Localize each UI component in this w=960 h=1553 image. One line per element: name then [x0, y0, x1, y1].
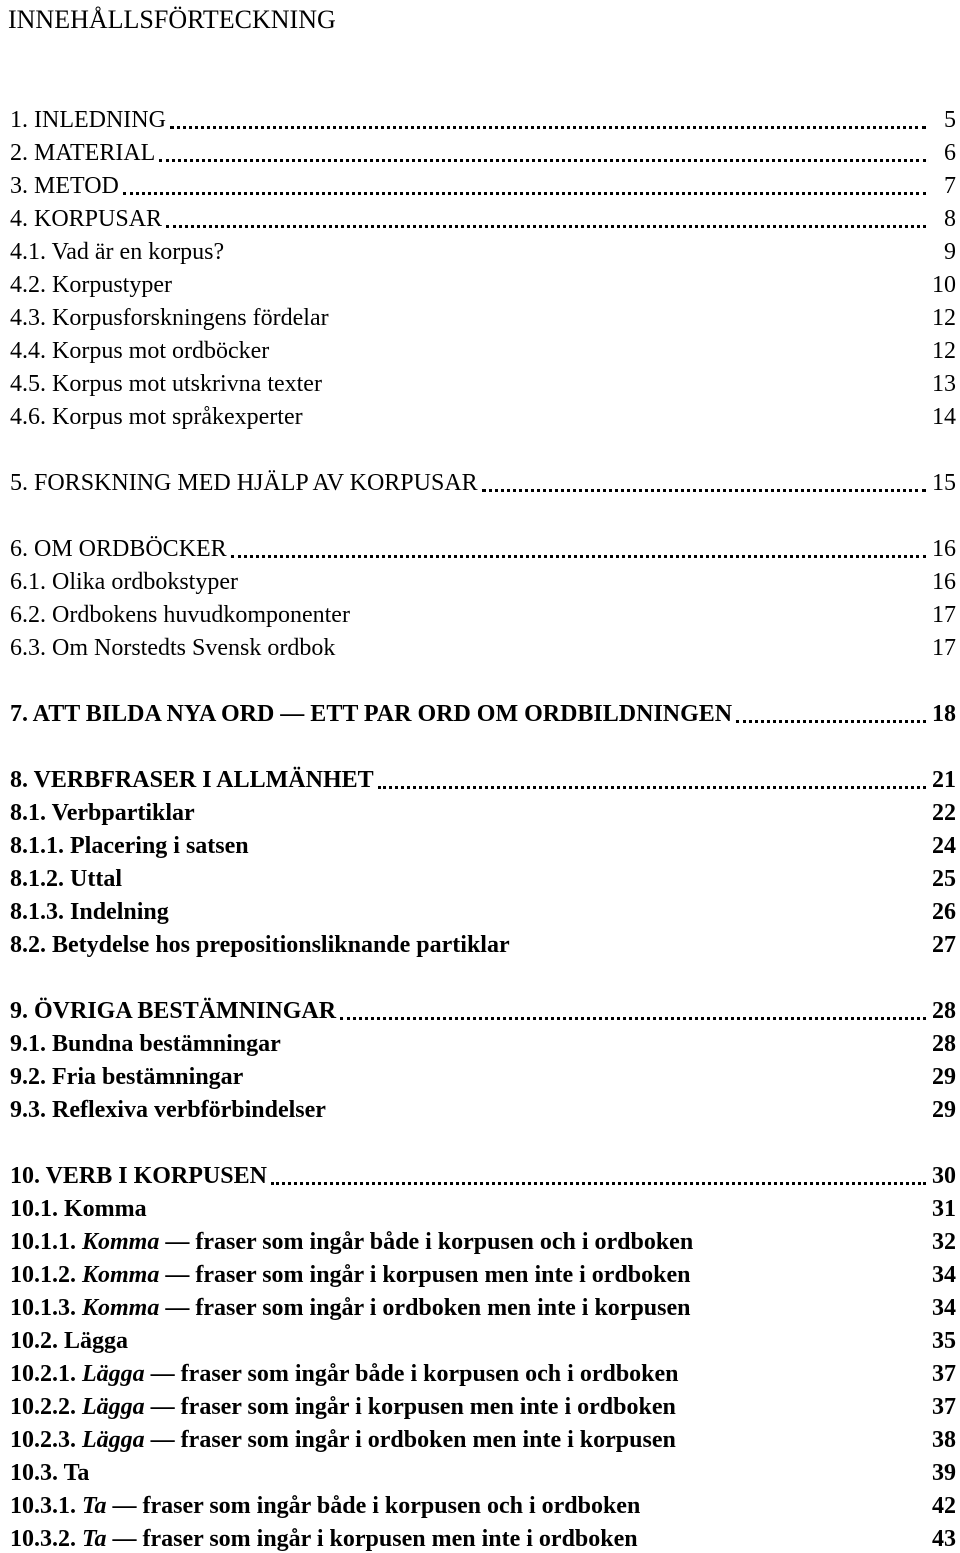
toc-entry	[10, 1025, 956, 1058]
toc-leader	[166, 225, 926, 228]
toc-entry-label: Indelning	[64, 899, 169, 925]
toc-page-number: 37	[932, 1361, 956, 1387]
toc-entry-label: — fraser som ingår i ordboken men inte i korpusen	[159, 1295, 691, 1321]
toc-entry	[10, 1322, 956, 1355]
toc-entry-number: 10.2.1.	[10, 1361, 76, 1387]
toc-leader	[378, 786, 926, 789]
toc-entry-label: Uttal	[64, 866, 122, 892]
toc-entry-number: 6.	[10, 536, 28, 562]
toc-page-number: 5	[944, 107, 956, 133]
toc-entry	[10, 1454, 956, 1487]
toc-entry	[10, 1190, 956, 1223]
toc-entry-title	[10, 997, 336, 1025]
toc-entry-number: 4.2.	[10, 272, 46, 298]
toc-entry-label: Placering i satsen	[64, 833, 249, 859]
toc-page-number: 27	[932, 932, 956, 958]
toc-entry-title	[10, 766, 374, 794]
toc-entry	[10, 629, 956, 662]
toc-entry	[10, 299, 956, 332]
toc-entry-label: KORPUSAR	[28, 206, 163, 232]
toc-entry	[10, 1091, 956, 1124]
toc-entry-title	[10, 700, 732, 728]
toc-entry-number: 3.	[10, 173, 28, 199]
toc-entry-title	[10, 1195, 147, 1223]
toc-page-number: 7	[944, 173, 956, 199]
toc-entry	[10, 563, 956, 596]
toc-leader	[170, 126, 926, 129]
toc-entry-title	[10, 1393, 676, 1421]
toc-entry	[10, 398, 956, 431]
toc-entry-verb: Lägga	[82, 1427, 145, 1453]
toc-entry-verb: Komma	[82, 1295, 160, 1321]
toc-entry-title	[10, 1030, 281, 1058]
toc-page-number: 17	[932, 602, 956, 628]
toc-entry-number: 6.3.	[10, 635, 46, 661]
toc-page-number: 12	[932, 305, 956, 331]
toc-leader	[736, 720, 926, 723]
toc-leader	[271, 1182, 926, 1185]
toc-entry	[10, 1289, 956, 1322]
toc-page-number: 12	[932, 338, 956, 364]
toc-entry-title	[10, 469, 478, 497]
toc-entry	[10, 1157, 956, 1190]
toc-entry-verb: Ta	[82, 1526, 107, 1552]
toc-entry-label: Korpus mot utskrivna texter	[46, 371, 322, 397]
toc-entry-title	[10, 799, 195, 827]
toc-page-number: 38	[932, 1427, 956, 1453]
toc-entry-number: 6.1.	[10, 569, 46, 595]
toc-entry-number: 2.	[10, 140, 28, 166]
toc-entry-label: — fraser som ingår både i korpusen och i ordboken	[144, 1361, 679, 1387]
toc-page-number: 24	[932, 833, 956, 859]
toc-page-number: 10	[932, 272, 956, 298]
toc-page-number: 22	[932, 800, 956, 826]
toc-entry-title	[10, 931, 510, 959]
toc-entry-number: 10.1.2.	[10, 1262, 76, 1288]
toc-entry-title	[10, 1063, 243, 1091]
toc-entry-label: Om Norstedts Svensk ordbok	[46, 635, 336, 661]
toc-entry-number: 8.1.	[10, 800, 46, 826]
toc-entry-verb: Lägga	[82, 1394, 145, 1420]
toc-entry-title	[10, 370, 322, 398]
toc-entry-number: 8.	[10, 767, 28, 793]
toc-entry-verb: Lägga	[82, 1361, 145, 1387]
toc-entry-title	[10, 106, 166, 134]
toc-entry	[10, 167, 956, 200]
toc-entry-label: VERBFRASER I ALLMÄNHET	[28, 767, 374, 793]
toc-entry-label: Korpus mot språkexperter	[46, 404, 303, 430]
toc-entry-title	[10, 1096, 326, 1124]
toc-entry-label: FORSKNING MED HJÄLP AV KORPUSAR	[28, 470, 478, 496]
toc-entry-title	[10, 337, 269, 365]
toc-page-number: 21	[932, 767, 956, 793]
toc-entry-title	[10, 865, 122, 893]
toc-entry-number: 8.1.1.	[10, 833, 64, 859]
toc-entry-title	[10, 172, 119, 200]
toc-entry-label: — fraser som ingår i korpusen men inte i ordboken	[159, 1262, 691, 1288]
toc-entry-label: Lägga	[58, 1328, 129, 1354]
toc-entry-title	[10, 403, 303, 431]
toc-leader	[482, 489, 926, 492]
toc-entry-title	[10, 1459, 89, 1487]
toc-entry-title	[10, 1261, 690, 1289]
toc-entry	[10, 101, 956, 134]
toc-entry-number: 10.1.	[10, 1196, 58, 1222]
toc-entry	[10, 1520, 956, 1553]
toc-page-number: 15	[932, 470, 956, 496]
toc-entry-title	[10, 568, 238, 596]
toc-entry-label: — fraser som ingår i korpusen men inte i ordboken	[106, 1526, 638, 1552]
toc-page-number: 43	[932, 1526, 956, 1552]
toc-entry	[10, 1388, 956, 1421]
toc-entry-title	[10, 304, 329, 332]
toc-page-number: 16	[932, 569, 956, 595]
toc-entry-label: Reflexiva verbförbindelser	[46, 1097, 326, 1123]
toc-entry-title	[10, 139, 155, 167]
toc-page-number: 14	[932, 404, 956, 430]
toc-entry-title	[10, 535, 227, 563]
toc-entry-title	[10, 1228, 693, 1256]
toc-entry-title	[10, 238, 224, 266]
toc-page-number: 8	[944, 206, 956, 232]
toc-entry	[10, 761, 956, 794]
toc-entry	[10, 794, 956, 827]
toc-entry-label: Korpustyper	[46, 272, 172, 298]
toc-entry-number: 4.3.	[10, 305, 46, 331]
toc-page-number: 34	[932, 1262, 956, 1288]
toc-entry-title	[10, 1360, 679, 1388]
toc-entry-number: 6.2.	[10, 602, 46, 628]
toc-entry-label: Verbpartiklar	[46, 800, 195, 826]
toc-entry	[10, 332, 956, 365]
toc-page-number: 16	[932, 536, 956, 562]
toc-entry-number: 4.1.	[10, 239, 46, 265]
toc-entry-label: METOD	[28, 173, 119, 199]
toc-page-number: 30	[932, 1163, 956, 1189]
toc-entry-label: OM ORDBÖCKER	[28, 536, 227, 562]
toc-page-number: 26	[932, 899, 956, 925]
toc-entry-label: ÖVRIGA BESTÄMNINGAR	[28, 998, 337, 1024]
toc-page-number: 13	[932, 371, 956, 397]
toc-entry	[10, 233, 956, 266]
toc-page-number: 39	[932, 1460, 956, 1486]
toc-page-number: 17	[932, 635, 956, 661]
toc-entry-number: 8.1.2.	[10, 866, 64, 892]
toc-leader	[231, 555, 926, 558]
toc-entry-label: Ordbokens huvudkomponenter	[46, 602, 350, 628]
toc-entry-label: Komma	[58, 1196, 147, 1222]
toc-entry	[10, 134, 956, 167]
toc-entry-label: Korpus mot ordböcker	[46, 338, 270, 364]
toc-page-number: 37	[932, 1394, 956, 1420]
toc-leader	[123, 192, 926, 195]
toc-entry-number: 10.2.2.	[10, 1394, 76, 1420]
toc-entry-number: 10.3.	[10, 1460, 58, 1486]
toc-entry	[10, 1487, 956, 1520]
toc-entry-number: 10.2.	[10, 1328, 58, 1354]
toc-entry-label: Korpusforskningens fördelar	[46, 305, 329, 331]
toc-entry-label: Bundna bestämningar	[46, 1031, 281, 1057]
toc-page-number: 35	[932, 1328, 956, 1354]
toc-entry-number: 10.3.2.	[10, 1526, 76, 1552]
toc-page-number: 28	[932, 1031, 956, 1057]
toc-entry-number: 10.1.1.	[10, 1229, 76, 1255]
toc-entry-label: Vad är en korpus?	[46, 239, 225, 265]
toc-entry-label: INLEDNING	[28, 107, 166, 133]
toc-entry	[10, 860, 956, 893]
toc-entry-title	[10, 1426, 676, 1454]
toc-entry-label: MATERIAL	[28, 140, 156, 166]
toc-entry	[10, 1355, 956, 1388]
toc-entry-number: 10.3.1.	[10, 1493, 76, 1519]
toc-leader	[340, 1017, 926, 1020]
toc-entry	[10, 1421, 956, 1454]
toc-entry	[10, 365, 956, 398]
toc-entry-title	[10, 601, 350, 629]
toc-entry-title	[10, 1525, 638, 1553]
toc-entry	[10, 464, 956, 497]
toc-entry-label: — fraser som ingår i korpusen men inte i ordboken	[144, 1394, 676, 1420]
toc-entry	[10, 266, 956, 299]
toc-entry-title	[10, 205, 162, 233]
toc-entry-number: 9.	[10, 998, 28, 1024]
toc-entry-number: 10.	[10, 1163, 40, 1189]
toc-page-number: 42	[932, 1493, 956, 1519]
toc-entry-verb: Komma	[82, 1262, 160, 1288]
toc-entry-number: 7.	[10, 701, 28, 727]
toc-entry-title	[10, 832, 249, 860]
toc-page-number: 29	[932, 1064, 956, 1090]
toc-entry-label: — fraser som ingår i ordboken men inte i korpusen	[144, 1427, 676, 1453]
toc-entry-number: 9.2.	[10, 1064, 46, 1090]
toc-entry-number: 5.	[10, 470, 28, 496]
toc-entry-label: Ta	[58, 1460, 90, 1486]
toc-entry-number: 9.1.	[10, 1031, 46, 1057]
toc-entry-verb: Komma	[82, 1229, 160, 1255]
toc-page-number: 18	[932, 701, 956, 727]
toc-page-number: 28	[932, 998, 956, 1024]
toc-entry	[10, 530, 956, 563]
toc-entry-number: 8.1.3.	[10, 899, 64, 925]
toc-page-number: 32	[932, 1229, 956, 1255]
toc-entry-number: 4.6.	[10, 404, 46, 430]
page-title: INNEHÅLLSFÖRTECKNING	[8, 5, 336, 34]
toc-entry	[10, 926, 956, 959]
toc-entry-title	[10, 1294, 690, 1322]
toc-entry-label: Olika ordbokstyper	[46, 569, 238, 595]
toc-entry-number: 8.2.	[10, 932, 46, 958]
toc-leader	[159, 159, 926, 162]
toc-entry	[10, 1058, 956, 1091]
toc-entry-number: 10.1.3.	[10, 1295, 76, 1321]
toc-entry-label: Fria bestämningar	[46, 1064, 244, 1090]
toc-entry	[10, 695, 956, 728]
toc-entry-label: — fraser som ingår både i korpusen och i ordboken	[159, 1229, 694, 1255]
toc-entry-number: 4.5.	[10, 371, 46, 397]
toc-page-number: 34	[932, 1295, 956, 1321]
toc-page-number: 9	[944, 239, 956, 265]
toc-entry-title	[10, 1492, 640, 1520]
toc-entry-title	[10, 1327, 128, 1355]
toc-page-number: 31	[932, 1196, 956, 1222]
toc-entry-number: 10.2.3.	[10, 1427, 76, 1453]
toc-page-number: 25	[932, 866, 956, 892]
toc-entry-title	[10, 271, 172, 299]
toc-entry	[10, 1256, 956, 1289]
toc-entry-label: ATT BILDA NYA ORD — ETT PAR ORD OM ORDBILDNINGEN	[28, 701, 733, 727]
toc-entry-label: Betydelse hos prepositionsliknande partiklar	[46, 932, 510, 958]
toc-entry-verb: Ta	[82, 1493, 107, 1519]
toc-entry-number: 9.3.	[10, 1097, 46, 1123]
toc-entry	[10, 596, 956, 629]
toc-page-number: 29	[932, 1097, 956, 1123]
toc-entry	[10, 1223, 956, 1256]
toc-entry-label: VERB I KORPUSEN	[40, 1163, 267, 1189]
toc-entry-title	[10, 1162, 267, 1190]
toc-page-number: 6	[944, 140, 956, 166]
toc-entry-number: 4.4.	[10, 338, 46, 364]
toc-entry-title	[10, 898, 169, 926]
toc-entry	[10, 992, 956, 1025]
toc-entry	[10, 893, 956, 926]
toc-entry	[10, 827, 956, 860]
toc-entry-title	[10, 634, 335, 662]
toc-entry	[10, 200, 956, 233]
toc-entry-number: 4.	[10, 206, 28, 232]
toc-entry-number: 1.	[10, 107, 28, 133]
toc-entry-label: — fraser som ingår både i korpusen och i ordboken	[106, 1493, 641, 1519]
